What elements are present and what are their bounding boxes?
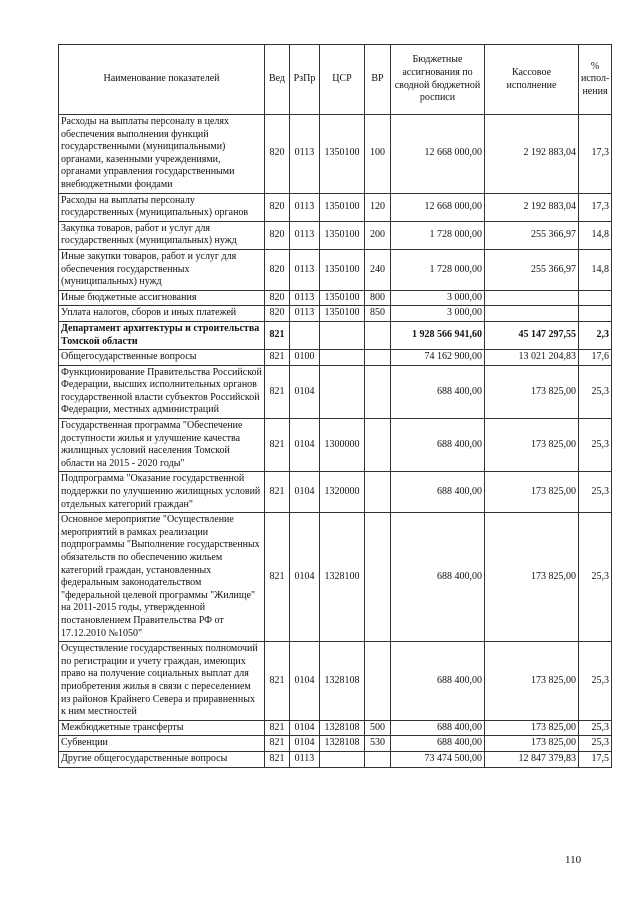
row-budget-cell: 688 400,00 (391, 642, 485, 721)
row-rzpr-cell: 0113 (290, 306, 320, 322)
row-pct-cell (579, 290, 612, 306)
row-cash-cell: 173 825,00 (485, 720, 579, 736)
row-csr-cell: 1350100 (320, 221, 365, 249)
row-rzpr-cell: 0113 (290, 290, 320, 306)
row-cash-cell: 255 366,97 (485, 221, 579, 249)
row-pct-cell: 2,3 (579, 321, 612, 349)
table-row (59, 306, 612, 322)
table-row (59, 249, 612, 290)
table-row (59, 419, 612, 472)
table-row (59, 472, 612, 513)
row-pct-cell: 17,3 (579, 115, 612, 194)
header-pct: % испол-нения (579, 45, 612, 115)
row-budget-cell: 3 000,00 (391, 290, 485, 306)
row-name-cell: Иные закупки товаров, работ и услуг для обеспечения государственных (муниципальных) нужд (59, 249, 265, 290)
row-name-cell: Другие общегосударственные вопросы (59, 751, 265, 767)
row-vr-cell: 850 (365, 306, 391, 322)
table-row (59, 513, 612, 642)
row-name-cell: Закупка товаров, работ и услуг для государственных (муниципальных) нужд (59, 221, 265, 249)
row-budget-cell: 74 162 900,00 (391, 350, 485, 366)
row-name-cell: Основное мероприятие "Осуществление мероприятий в рамках реализации подпрограммы "Выполнение государственных обязательств по обеспечению жильем категорий граждан, установленных федеральным законодательством "федеральной целевой программы "Жилище" на 2011-2015 годы, утвержденной постановлением Правительства РФ от 17.12.2010 №1050" (59, 513, 265, 642)
row-vr-cell: 800 (365, 290, 391, 306)
row-budget-cell: 688 400,00 (391, 736, 485, 752)
row-ved-cell: 821 (265, 642, 290, 721)
table-row (59, 193, 612, 221)
row-vr-cell (365, 642, 391, 721)
row-rzpr-cell (290, 321, 320, 349)
row-csr-cell: 1328100 (320, 513, 365, 642)
row-pct-cell: 17,5 (579, 751, 612, 767)
row-vr-cell (365, 419, 391, 472)
row-vr-cell: 100 (365, 115, 391, 194)
row-ved-cell: 820 (265, 221, 290, 249)
row-ved-cell: 820 (265, 193, 290, 221)
row-csr-cell: 1300000 (320, 419, 365, 472)
row-name-cell: Субвенции (59, 736, 265, 752)
row-budget-cell: 688 400,00 (391, 513, 485, 642)
row-csr-cell (320, 350, 365, 366)
row-budget-cell: 1 728 000,00 (391, 249, 485, 290)
row-csr-cell (320, 321, 365, 349)
row-name-cell: Подпрограмма "Оказание государственной поддержки по улучшению жилищных условий отдельных категорий граждан" (59, 472, 265, 513)
table-row (59, 642, 612, 721)
row-rzpr-cell: 0104 (290, 513, 320, 642)
row-name-cell: Межбюджетные трансферты (59, 720, 265, 736)
row-budget-cell: 688 400,00 (391, 720, 485, 736)
row-cash-cell: 173 825,00 (485, 642, 579, 721)
row-pct-cell: 25,3 (579, 365, 612, 418)
row-budget-cell: 12 668 000,00 (391, 193, 485, 221)
row-budget-cell: 1 928 566 941,60 (391, 321, 485, 349)
row-name-cell: Осуществление государственных полномочий по регистрации и учету граждан, имеющих право на получение социальных выплат для приобретения жилья в связи с переселением из районов Крайнего Севера и приравненных к ним местностей (59, 642, 265, 721)
row-vr-cell (365, 472, 391, 513)
row-budget-cell: 12 668 000,00 (391, 115, 485, 194)
row-rzpr-cell: 0100 (290, 350, 320, 366)
table-row (59, 115, 612, 194)
table-row (59, 720, 612, 736)
row-ved-cell: 820 (265, 290, 290, 306)
table-header-row (59, 45, 612, 115)
row-name-cell: Иные бюджетные ассигнования (59, 290, 265, 306)
row-budget-cell: 3 000,00 (391, 306, 485, 322)
table-body (59, 115, 612, 768)
row-csr-cell (320, 365, 365, 418)
header-budget: Бюджетные ассигнования по сводной бюджетной росписи (391, 45, 485, 115)
table-row (59, 350, 612, 366)
header-csr: ЦСР (320, 45, 365, 115)
row-rzpr-cell: 0113 (290, 249, 320, 290)
row-name-cell: Общегосударственные вопросы (59, 350, 265, 366)
row-ved-cell: 820 (265, 249, 290, 290)
row-ved-cell: 821 (265, 350, 290, 366)
header-rzpr: РзПр (290, 45, 320, 115)
row-rzpr-cell: 0104 (290, 419, 320, 472)
row-csr-cell: 1350100 (320, 115, 365, 194)
row-csr-cell: 1328108 (320, 642, 365, 721)
row-cash-cell: 173 825,00 (485, 736, 579, 752)
row-rzpr-cell: 0104 (290, 642, 320, 721)
table-row (59, 290, 612, 306)
row-budget-cell: 688 400,00 (391, 365, 485, 418)
row-csr-cell: 1350100 (320, 306, 365, 322)
table-row (59, 321, 612, 349)
row-rzpr-cell: 0113 (290, 193, 320, 221)
row-ved-cell: 821 (265, 365, 290, 418)
row-rzpr-cell: 0104 (290, 736, 320, 752)
row-budget-cell: 1 728 000,00 (391, 221, 485, 249)
row-vr-cell (365, 513, 391, 642)
row-name-cell: Расходы на выплаты персоналу в целях обеспечения выполнения функций государственными (муниципальными) органами, казенными учреждениями, органами управления государственными внебюджетными фондами (59, 115, 265, 194)
row-cash-cell: 173 825,00 (485, 365, 579, 418)
row-rzpr-cell: 0104 (290, 720, 320, 736)
row-cash-cell (485, 290, 579, 306)
row-rzpr-cell: 0104 (290, 472, 320, 513)
row-ved-cell: 821 (265, 419, 290, 472)
row-csr-cell (320, 751, 365, 767)
row-vr-cell (365, 321, 391, 349)
row-csr-cell: 1320000 (320, 472, 365, 513)
row-cash-cell: 13 021 204,83 (485, 350, 579, 366)
row-pct-cell: 17,3 (579, 193, 612, 221)
row-ved-cell: 821 (265, 513, 290, 642)
header-name: Наименование показателей (59, 45, 265, 115)
row-pct-cell: 25,3 (579, 513, 612, 642)
row-vr-cell: 200 (365, 221, 391, 249)
row-csr-cell: 1328108 (320, 720, 365, 736)
row-ved-cell: 821 (265, 736, 290, 752)
row-pct-cell: 25,3 (579, 720, 612, 736)
row-ved-cell: 821 (265, 751, 290, 767)
row-pct-cell: 14,8 (579, 221, 612, 249)
row-csr-cell: 1350100 (320, 290, 365, 306)
row-pct-cell: 14,8 (579, 249, 612, 290)
row-name-cell: Государственная программа "Обеспечение доступности жилья и улучшение качества жилищных условий населения Томской области на 2015 - 2020 годы" (59, 419, 265, 472)
table-row (59, 751, 612, 767)
page-number: 110 (565, 854, 582, 866)
row-vr-cell (365, 751, 391, 767)
header-cash: Кассовое исполнение (485, 45, 579, 115)
row-vr-cell (365, 350, 391, 366)
table-row (59, 736, 612, 752)
row-vr-cell: 530 (365, 736, 391, 752)
row-name-cell: Функционирование Правительства Российской Федерации, высших исполнительных органов государственной власти субъектов Российской Федерации, местных администраций (59, 365, 265, 418)
table-row (59, 221, 612, 249)
row-csr-cell: 1350100 (320, 249, 365, 290)
row-cash-cell: 173 825,00 (485, 472, 579, 513)
row-budget-cell: 73 474 500,00 (391, 751, 485, 767)
table-row (59, 365, 612, 418)
row-cash-cell: 2 192 883,04 (485, 115, 579, 194)
row-vr-cell: 120 (365, 193, 391, 221)
row-pct-cell: 25,3 (579, 419, 612, 472)
row-rzpr-cell: 0113 (290, 115, 320, 194)
row-pct-cell: 25,3 (579, 736, 612, 752)
row-pct-cell (579, 306, 612, 322)
row-ved-cell: 820 (265, 115, 290, 194)
row-ved-cell: 821 (265, 472, 290, 513)
row-name-cell: Расходы на выплаты персоналу государственных (муниципальных) органов (59, 193, 265, 221)
row-cash-cell (485, 306, 579, 322)
row-cash-cell: 2 192 883,04 (485, 193, 579, 221)
row-pct-cell: 25,3 (579, 472, 612, 513)
row-pct-cell: 25,3 (579, 642, 612, 721)
row-vr-cell: 500 (365, 720, 391, 736)
row-cash-cell: 45 147 297,55 (485, 321, 579, 349)
row-cash-cell: 173 825,00 (485, 513, 579, 642)
budget-table (58, 44, 612, 768)
row-vr-cell: 240 (365, 249, 391, 290)
row-ved-cell: 821 (265, 321, 290, 349)
row-vr-cell (365, 365, 391, 418)
row-rzpr-cell: 0104 (290, 365, 320, 418)
row-rzpr-cell: 0113 (290, 751, 320, 767)
row-cash-cell: 12 847 379,83 (485, 751, 579, 767)
row-rzpr-cell: 0113 (290, 221, 320, 249)
row-csr-cell: 1350100 (320, 193, 365, 221)
header-ved: Вед (265, 45, 290, 115)
row-ved-cell: 821 (265, 720, 290, 736)
row-pct-cell: 17,6 (579, 350, 612, 366)
header-vr: ВР (365, 45, 391, 115)
row-name-cell: Уплата налогов, сборов и иных платежей (59, 306, 265, 322)
row-csr-cell: 1328108 (320, 736, 365, 752)
row-budget-cell: 688 400,00 (391, 472, 485, 513)
row-cash-cell: 255 366,97 (485, 249, 579, 290)
row-cash-cell: 173 825,00 (485, 419, 579, 472)
row-name-cell: Департамент архитектуры и строительства Томской области (59, 321, 265, 349)
row-budget-cell: 688 400,00 (391, 419, 485, 472)
row-ved-cell: 820 (265, 306, 290, 322)
